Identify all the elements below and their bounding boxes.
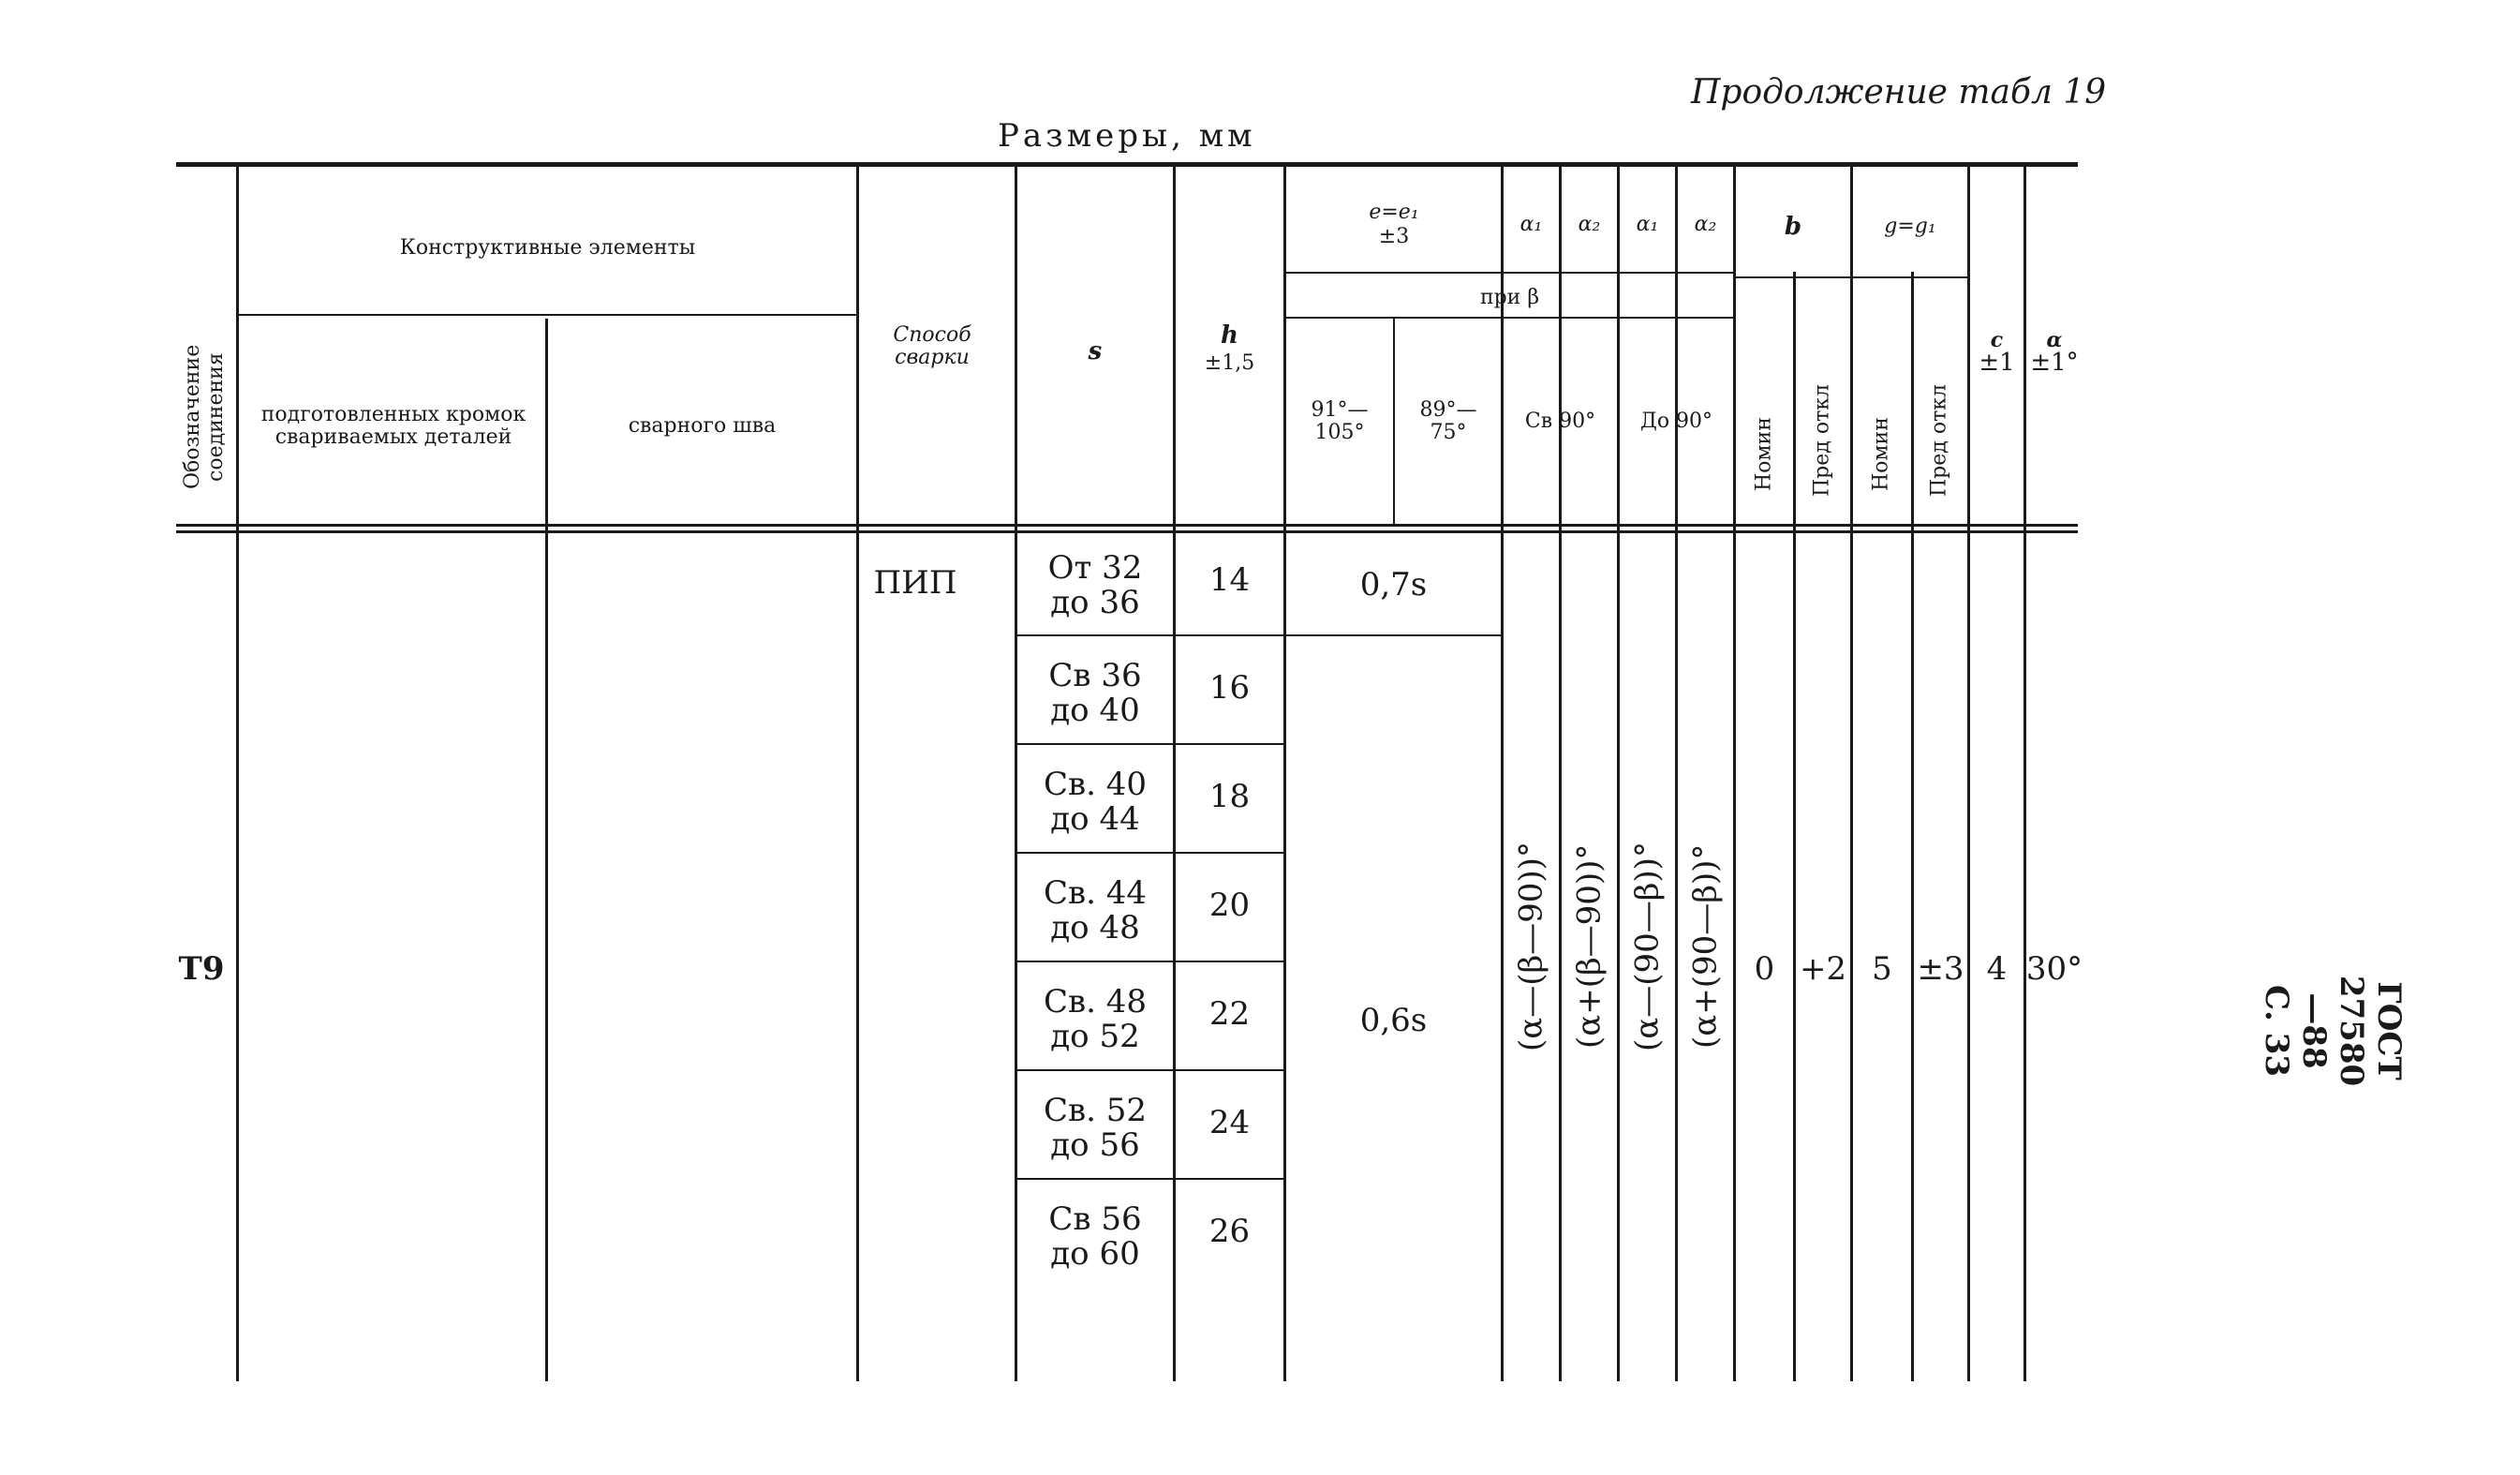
b-nominal-value: 0 xyxy=(1754,950,1775,989)
h-value: 16 xyxy=(1208,669,1251,708)
page-header: Продолжение табл 19 xyxy=(1691,73,2107,112)
beta-over-90: Св 90° xyxy=(1524,409,1596,433)
alpha-header: α xyxy=(2046,327,2063,352)
alpha3-formula: (α—(90—β))° xyxy=(1628,842,1667,1051)
s-from: Св. 48 xyxy=(1043,982,1148,1021)
weld-header: сварного шва xyxy=(628,413,777,438)
s-range xyxy=(1017,656,1173,731)
c-value: 4 xyxy=(1986,950,2008,989)
h-value: 18 xyxy=(1208,778,1251,816)
g-header: g=g₁ xyxy=(1884,214,1936,238)
welding-method-value: ПИП xyxy=(873,564,957,603)
alpha4-formula: (α+(90—β))° xyxy=(1686,843,1725,1050)
s-range xyxy=(1017,982,1173,1057)
s-range xyxy=(1017,1091,1173,1166)
alpha2-header: α₂ xyxy=(1578,212,1601,236)
b-nominal-header: Номин xyxy=(1752,417,1776,492)
s-range xyxy=(1017,1199,1173,1274)
s-from: Св 36 xyxy=(1048,656,1142,694)
e-value-first: 0,7s xyxy=(1359,566,1428,604)
b-deviation-header: Пред откл xyxy=(1810,384,1834,497)
e-tolerance: ±3 xyxy=(1378,224,1410,248)
units-title: Размеры, мм xyxy=(998,117,1256,155)
welding-method-header: Способ сварки xyxy=(893,322,971,369)
alpha1-header: α₁ xyxy=(1519,212,1543,236)
s-to: до 36 xyxy=(1050,584,1140,621)
s-range xyxy=(1017,873,1173,948)
b-deviation-value: +2 xyxy=(1799,950,1847,989)
at-beta-header: при β xyxy=(1479,285,1540,309)
h-value: 20 xyxy=(1208,886,1251,925)
h-header: h xyxy=(1221,320,1238,350)
s-to: до 56 xyxy=(1050,1126,1140,1164)
s-range xyxy=(1017,765,1173,840)
s-from: Св 56 xyxy=(1048,1199,1142,1238)
s-from: Св. 52 xyxy=(1043,1091,1148,1129)
h-value: 22 xyxy=(1208,995,1251,1034)
beta-under-90: До 90° xyxy=(1639,409,1713,433)
h-value: 14 xyxy=(1208,561,1251,600)
alpha2-formula: (α+(β—90))° xyxy=(1570,843,1608,1050)
side-standard-code: ГОСТ 27580—88 С. 33 xyxy=(2258,975,2408,1087)
s-to: до 44 xyxy=(1050,800,1140,838)
b-header: b xyxy=(1784,212,1802,241)
alpha-value: 30° xyxy=(2025,950,2083,989)
s-from: От 32 xyxy=(1047,548,1143,587)
beta-91-105: 91°—105° xyxy=(1311,397,1369,444)
c-tolerance: ±1 xyxy=(1979,348,2015,377)
alpha-tolerance: ±1° xyxy=(2030,348,2079,377)
h-value: 24 xyxy=(1208,1104,1251,1142)
s-header: s xyxy=(1088,336,1103,365)
h-tolerance: ±1,5 xyxy=(1204,350,1255,375)
alpha3-header: α₁ xyxy=(1636,212,1659,236)
prepared-edges-header: подготовленных кромок свариваемых деталей xyxy=(260,402,526,449)
alpha4-header: α₂ xyxy=(1694,212,1717,236)
s-to: до 48 xyxy=(1050,909,1140,946)
g-deviation-header: Пред откл xyxy=(1927,384,1951,497)
g-nominal-value: 5 xyxy=(1872,950,1892,989)
e-value-rest: 0,6s xyxy=(1359,1002,1428,1040)
e-header: e=e₁ xyxy=(1369,200,1419,224)
s-to: до 52 xyxy=(1050,1018,1140,1055)
h-value: 26 xyxy=(1208,1213,1251,1251)
beta-89-75: 89°—75° xyxy=(1419,397,1477,444)
s-to: до 40 xyxy=(1050,692,1140,729)
s-range xyxy=(1017,548,1173,623)
s-from: Св. 44 xyxy=(1043,873,1148,912)
designation-value: Т9 xyxy=(178,950,225,989)
g-nominal-header: Номин xyxy=(1869,417,1893,492)
c-header: c xyxy=(1990,327,2004,352)
designation-header: Обозначение соединения xyxy=(181,344,228,490)
alpha1-formula: (α—(β—90))° xyxy=(1512,842,1550,1051)
s-to: до 60 xyxy=(1050,1235,1140,1273)
s-from: Св. 40 xyxy=(1043,765,1148,803)
structural-elements-header: Конструктивные элементы xyxy=(399,235,696,260)
g-deviation-value: ±3 xyxy=(1917,950,1964,989)
